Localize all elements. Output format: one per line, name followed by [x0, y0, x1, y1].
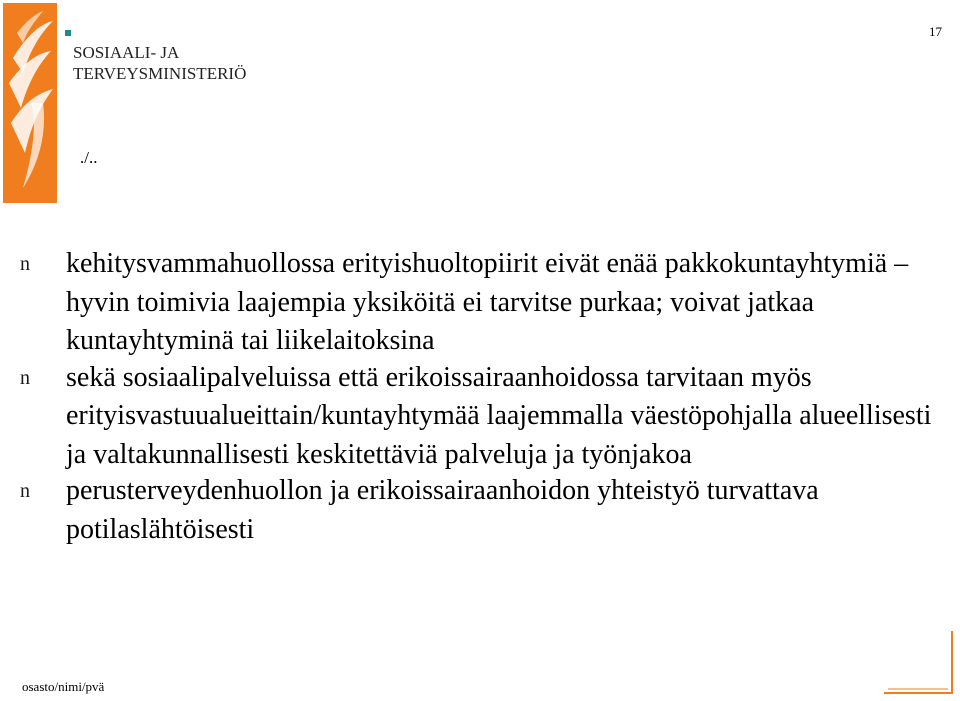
footer-text: osasto/nimi/pvä — [22, 679, 105, 694]
accent-square-icon — [65, 30, 71, 36]
continuation-mark: ./.. — [80, 148, 98, 167]
bullet-marker-icon: n — [20, 253, 30, 275]
bullet-item — [20, 359, 940, 475]
bullet-item — [20, 245, 940, 361]
bullet-marker-icon: n — [20, 480, 30, 502]
bullet-marker-icon: n — [20, 366, 30, 389]
organization-name — [73, 42, 246, 84]
org-name-line-1: SOSIAALI- JA — [73, 43, 180, 62]
bullet-text: kehitysvammahuollossa erityishuoltopiirit eivät enää pakkokuntayhtymiä – hyvin toimivia laajempia yksiköitä ei tarvitse purkaa; voivat jatkaa kuntayhtyminä tai liikelaitoksina — [66, 248, 909, 356]
page-number: 17 — [929, 24, 942, 39]
bullet-item — [20, 472, 940, 549]
org-name-line-2: TERVEYSMINISTERIÖ — [73, 64, 247, 83]
bullet-text: perusterveydenhuollon ja erikoissairaanhoidon yhteistyö turvattava potilaslähtöisesti — [66, 475, 819, 545]
bullet-text: sekä sosiaalipalveluissa että erikoissairaanhoidossa tarvitaan myös erityisvastuualueittain/kuntayhtymää laajemmalla väestöpohjalla alueellisesti ja valtakunnallisesti keskitettäviä palveluja ja työnjakoa — [66, 361, 932, 470]
bullet-list — [20, 245, 940, 547]
corner-decoration-icon — [882, 629, 954, 695]
ministry-logo-icon — [3, 3, 57, 203]
